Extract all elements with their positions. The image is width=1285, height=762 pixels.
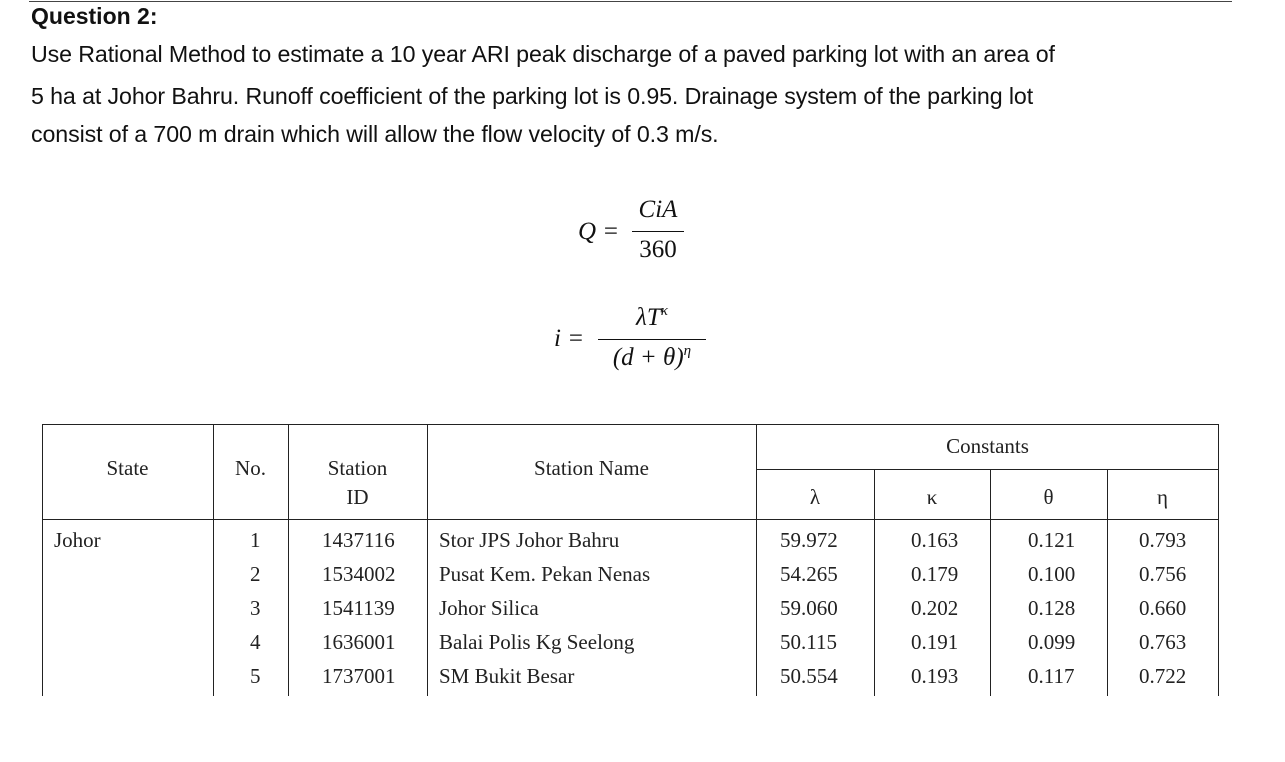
header-kappa: κ — [926, 485, 938, 509]
row-station-id: 1737001 — [322, 664, 396, 688]
row-no: 5 — [250, 664, 261, 688]
question-title: Question 2: — [31, 3, 158, 29]
header-state: State — [106, 456, 149, 480]
row-no: 1 — [250, 528, 261, 552]
header-theta: θ — [1043, 485, 1054, 509]
intensity-denominator-base: (d + θ) — [612, 344, 684, 371]
row-lambda: 59.972 — [780, 528, 838, 552]
rational-denominator: 360 — [639, 236, 677, 263]
rational-lhs: Q = — [578, 218, 620, 245]
row-eta: 0.793 — [1139, 528, 1187, 552]
row-kappa: 0.193 — [911, 664, 959, 688]
row-lambda: 54.265 — [780, 562, 838, 586]
row-no: 3 — [250, 596, 261, 620]
header-lambda: λ — [809, 485, 821, 509]
row-theta: 0.100 — [1028, 562, 1076, 586]
row-station-name: Johor Silica — [439, 596, 539, 620]
row-lambda: 59.060 — [780, 596, 838, 620]
row-theta: 0.099 — [1028, 630, 1076, 654]
table-right-border — [1218, 424, 1219, 696]
row-no: 2 — [250, 562, 261, 586]
top-rule — [29, 1, 1232, 2]
row-station-name: Pusat Kem. Pekan Nenas — [439, 562, 651, 586]
row-kappa: 0.163 — [911, 528, 959, 552]
row-eta: 0.660 — [1139, 596, 1187, 620]
row-station-id: 1437116 — [322, 528, 395, 552]
row-theta: 0.117 — [1028, 664, 1075, 688]
intensity-denominator-exponent: η — [683, 343, 692, 359]
header-station-id-line2: ID — [346, 485, 369, 509]
header-bottom-rule — [42, 519, 1219, 520]
intensity-numerator-base: λT — [636, 304, 661, 331]
header-no: No. — [235, 456, 266, 480]
row-station-id: 1541139 — [322, 596, 395, 620]
row-station-name: Stor JPS Johor Bahru — [439, 528, 620, 552]
row-station-id: 1636001 — [322, 630, 396, 654]
row-eta: 0.756 — [1139, 562, 1187, 586]
rational-numerator: CiA — [638, 196, 678, 223]
header-constants: Constants — [946, 434, 1029, 458]
constants-subheader-rule — [756, 469, 1219, 470]
state-value: Johor — [54, 528, 101, 552]
intensity-equation — [554, 300, 724, 380]
row-station-name: Balai Polis Kg Seelong — [439, 630, 635, 654]
row-no: 4 — [250, 630, 261, 654]
rational-fraction-bar — [632, 231, 684, 232]
row-theta: 0.121 — [1028, 528, 1076, 552]
row-kappa: 0.179 — [911, 562, 959, 586]
col-divider-name — [756, 424, 757, 696]
row-eta: 0.722 — [1139, 664, 1187, 688]
intensity-fraction-bar — [598, 339, 706, 340]
row-station-name: SM Bukit Besar — [439, 664, 575, 688]
intensity-numerator-exponent: κ — [660, 303, 668, 319]
row-kappa: 0.191 — [911, 630, 959, 654]
row-eta: 0.763 — [1139, 630, 1187, 654]
table-top-border — [42, 424, 1219, 425]
idf-constants-table — [42, 424, 1219, 696]
intensity-denominator — [598, 343, 706, 372]
row-station-id: 1534002 — [322, 562, 396, 586]
intensity-numerator — [598, 303, 706, 332]
row-lambda: 50.115 — [780, 630, 837, 654]
rational-equation — [576, 190, 696, 270]
question-line-3: consist of a 700 m drain which will allow the flow velocity of 0.3 m/s. — [31, 121, 719, 147]
question-line-1: Use Rational Method to estimate a 10 year ARI peak discharge of a paved parking lot with an area of — [31, 41, 1055, 67]
header-eta: η — [1157, 485, 1168, 509]
row-theta: 0.128 — [1028, 596, 1076, 620]
question-line-2: 5 ha at Johor Bahru. Runoff coefficient of the parking lot is 0.95. Drainage system of the parking lot — [31, 83, 1034, 109]
row-lambda: 50.554 — [780, 664, 838, 688]
header-station-name: Station Name — [534, 456, 649, 480]
header-station-id-line1: Station — [327, 456, 388, 480]
intensity-lhs: i = — [554, 325, 585, 352]
row-kappa: 0.202 — [911, 596, 959, 620]
